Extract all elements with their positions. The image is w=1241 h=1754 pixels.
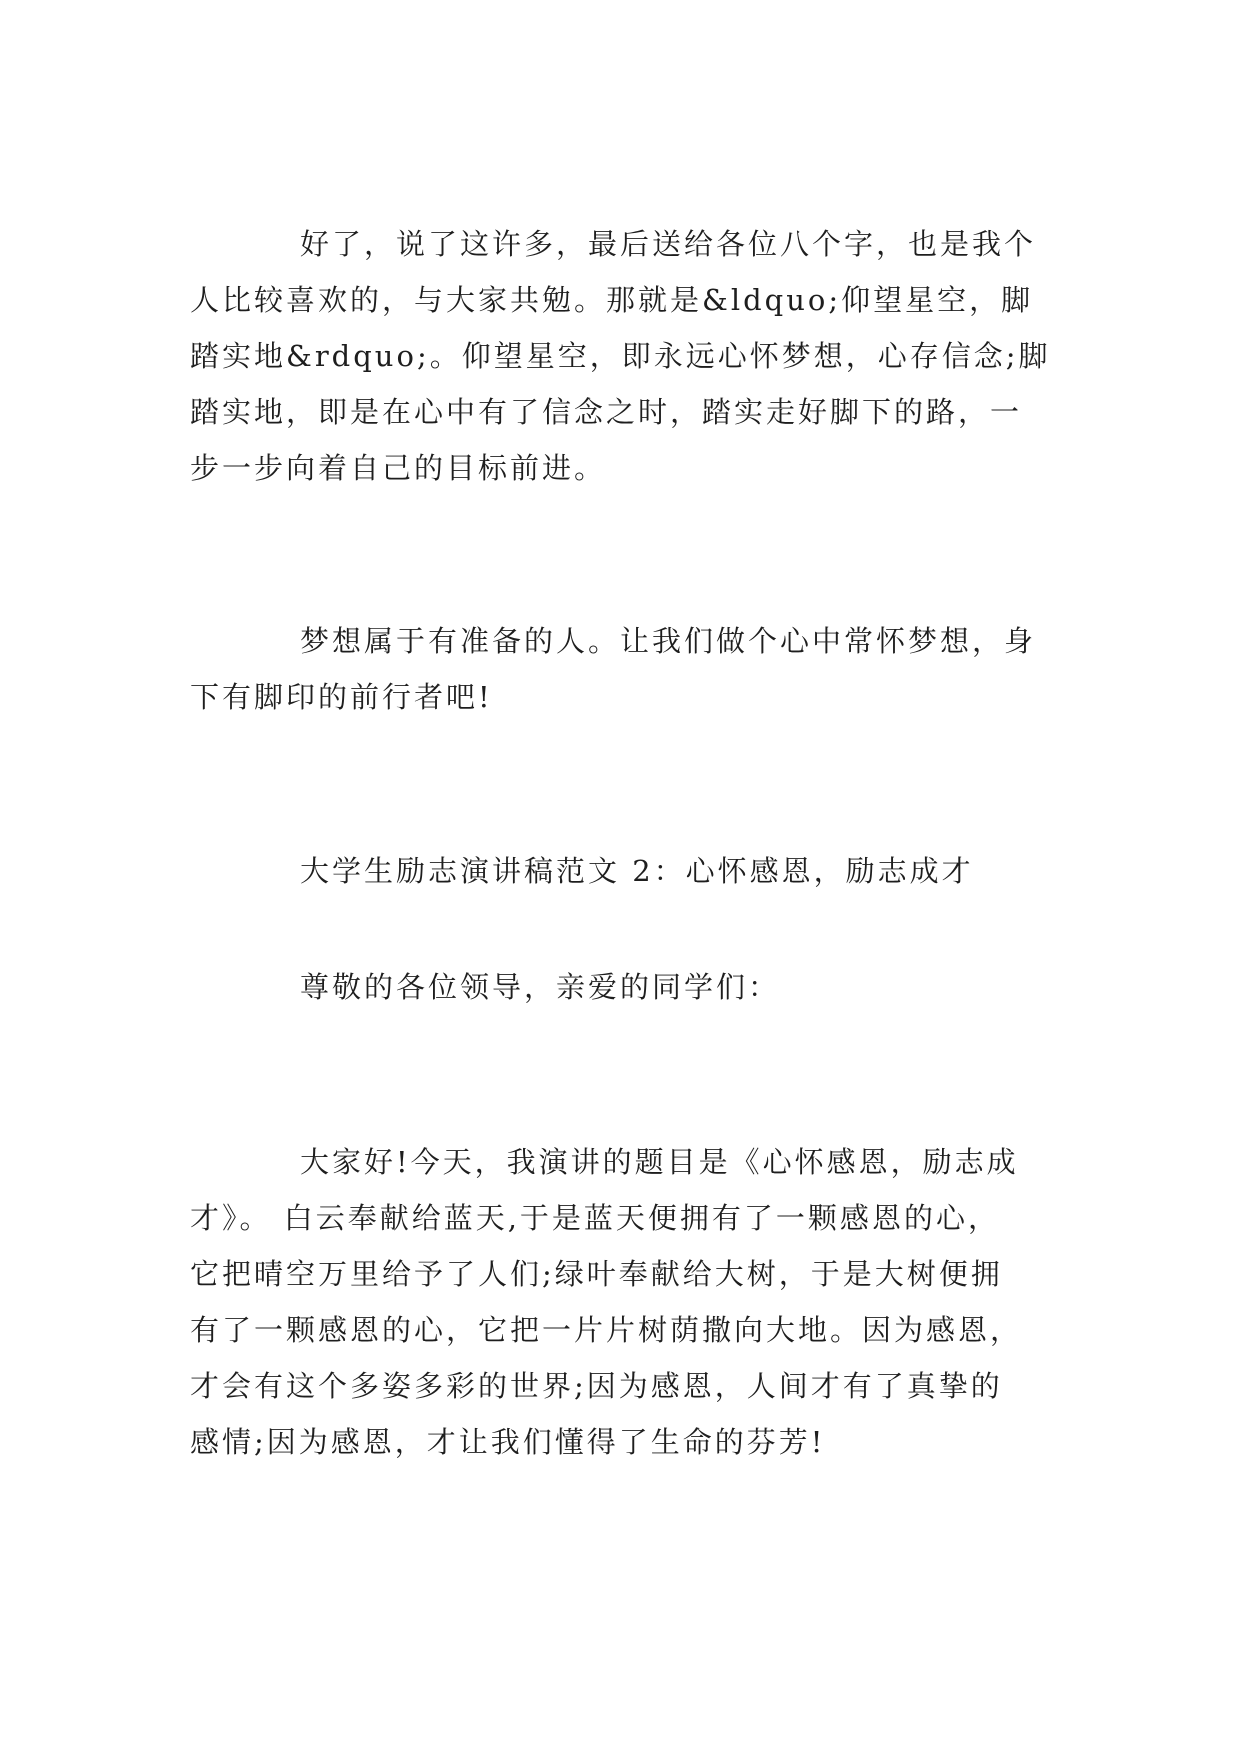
paragraph-line: 有了一颗感恩的心，它把一片片树荫撒向大地。因为感恩， — [190, 1313, 1023, 1347]
section-heading: 大学生励志演讲稿范文 2：心怀感恩，励志成才 — [300, 854, 974, 888]
paragraph-line: 大家好!今天，我演讲的题目是《心怀感恩，励志成 — [300, 1145, 1019, 1179]
paragraph-line: 人比较喜欢的，与大家共勉。那就是&ldquo;仰望星空，脚 — [190, 283, 1034, 317]
paragraph-line: 梦想属于有准备的人。让我们做个心中常怀梦想，身 — [300, 624, 1037, 658]
paragraph-line: 好了，说了这许多，最后送给各位八个字，也是我个 — [300, 227, 1037, 261]
paragraph-line: 步一步向着自己的目标前进。 — [190, 451, 607, 485]
paragraph-line: 感情;因为感恩，才让我们懂得了生命的芬芳! — [190, 1425, 826, 1459]
paragraph-line: 下有脚印的前行者吧! — [190, 680, 493, 714]
paragraph-line: 踏实地&rdquo;。仰望星空，即永远心怀梦想，心存信念;脚 — [190, 339, 1051, 373]
paragraph-line: 才会有这个多姿多彩的世界;因为感恩，人间才有了真挚的 — [190, 1369, 1003, 1403]
paragraph-line: 踏实地，即是在心中有了信念之时，踏实走好脚下的路，一 — [190, 395, 1023, 429]
paragraph-line: 才》。 白云奉献给蓝天,于是蓝天便拥有了一颗感恩的心， — [190, 1201, 1000, 1235]
paragraph-line: 它把晴空万里给予了人们;绿叶奉献给大树，于是大树便拥 — [190, 1257, 1003, 1291]
salutation: 尊敬的各位领导，亲爱的同学们： — [300, 970, 781, 1004]
